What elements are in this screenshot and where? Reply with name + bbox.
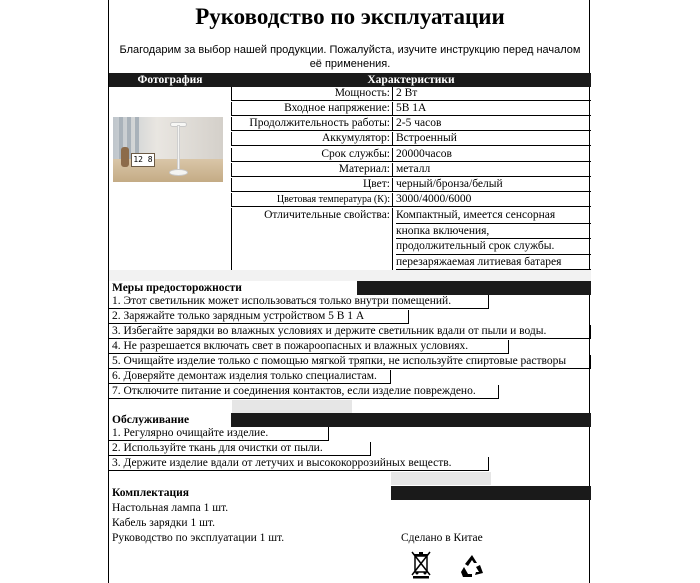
maintenance-item: 1. Регулярно очищайте изделие. <box>109 427 329 441</box>
photo-cell <box>109 87 231 270</box>
package-item: Кабель зарядки 1 шт. <box>112 517 215 529</box>
precautions-header: Меры предосторожности <box>109 281 591 295</box>
photo-header: Фотография <box>109 73 231 87</box>
made-in-label: Сделано в Китае <box>401 532 483 544</box>
instruction-sheet <box>108 0 590 583</box>
spec-row: Срок службы: 20000часов <box>231 148 591 162</box>
precaution-item: 6. Доверяйте демонтаж изделия только специалистам. <box>109 370 391 384</box>
spec-row: Аккумулятор: Встроенный <box>231 132 591 146</box>
precaution-item: 7. Отключите питание и соединения контактов, если изделие повреждено. <box>109 385 499 399</box>
package-header: Комплектация <box>109 486 591 500</box>
package-item: Настольная лампа 1 шт. <box>112 502 229 514</box>
spec-row: Цветовая температура (К): 3000/4000/6000 <box>231 193 591 207</box>
maintenance-header: Обслуживание <box>109 413 591 427</box>
weee-bin-icon <box>411 551 431 579</box>
page-title: Руководство по эксплуатации <box>195 4 505 29</box>
recycle-icon <box>459 553 485 579</box>
intro-text: Благодарим за выбор нашей продукции. Пожалуйста, изучите инструкцию перед началом её применения. <box>119 44 581 70</box>
spec-row: Продолжительность работы: 2-5 часов <box>231 117 591 131</box>
precaution-item: 5. Очищайте изделие только с помощью мягкой тряпки, не используйте спиртовые растворы <box>109 355 591 369</box>
precaution-item: 1. Этот светильник может использоваться только внутри помещений. <box>109 295 489 309</box>
precaution-item: 3. Избегайте зарядки во влажных условиях и держите светильник вдали от пыли и воды. <box>109 325 591 339</box>
spec-row: Входное напряжение: 5В 1А <box>231 102 591 116</box>
features-row: Отличительные свойства: Компактный, имеется сенсорная кнопка включения, продолжительный срок службы. перезаряжаемая литиевая батарея <box>231 208 591 270</box>
precaution-item: 4. Не разрешается включать свет в пожароопасных и влажных условиях. <box>109 340 509 354</box>
precaution-item: 2. Заряжайте только зарядным устройством 5 В 1 А <box>109 310 409 324</box>
spec-row: Цвет: черный/бронза/белый <box>231 178 591 192</box>
spec-row: Материал: металл <box>231 163 591 177</box>
product-photo <box>113 117 223 182</box>
specs-header: Характеристики <box>231 73 591 87</box>
photo-clock: 12 8 <box>131 153 155 167</box>
maintenance-item: 2. Используйте ткань для очистки от пыли. <box>109 442 371 456</box>
package-item: Руководство по эксплуатации 1 шт. <box>112 532 285 544</box>
maintenance-item: 3. Держите изделие вдали от летучих и высококоррозийных веществ. <box>109 457 489 471</box>
spec-row: Мощность: 2 Вт <box>231 87 591 101</box>
